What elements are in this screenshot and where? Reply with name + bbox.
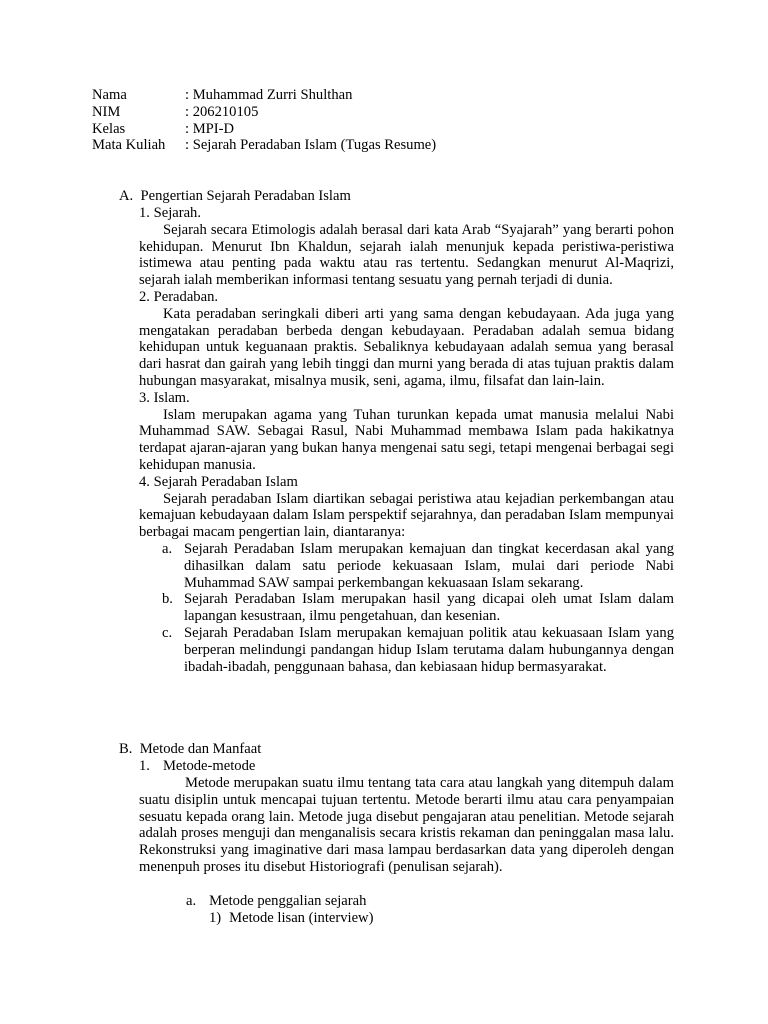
list-item [162, 591, 674, 625]
section-b-marker: B. [119, 741, 133, 757]
list-item-text: Sejarah Peradaban Islam merupakan kemajuan politik atau kekuasaan Islam yang berperan melindungi pandangan hidup Islam terutama dalam hubungannya dengan ibadah-ibadah, penggunaan bahasa, dan kebiasaan hidup bermasyarakat. [184, 624, 674, 675]
subsection-sejarah-text: Sejarah secara Etimologis adalah berasal dari kata Arab “Syajarah” yang berarti pohon kehidupan. Menurut Ibn Khaldun, sejarah ialah menunjuk kepada peristiwa-peristiwa istimewa atau penting pada waktu atau ras tertentu. Sedangkan menurut Al-Maqrizi, sejarah ialah memberikan informasi tentang sesuatu yang pernah terjadi di dunia. [139, 221, 674, 289]
list-item [162, 624, 674, 675]
subsection-islam-heading: 3. Islam. [139, 389, 190, 406]
nim-label: NIM [92, 103, 121, 120]
list-item-label: c. [162, 624, 173, 641]
mata-kuliah-row [92, 137, 436, 154]
list-item-label: a. [162, 540, 173, 557]
spi-definition-list [139, 541, 674, 675]
list-item-text: Sejarah Peradaban Islam merupakan hasil yang dicapai oleh umat Islam dalam lapangan kesustraan, ilmu pengetahuan, dan kesenian. [184, 591, 674, 625]
subsection-metode-heading [139, 758, 255, 775]
mata-kuliah-value: : Sejarah Peradaban Islam (Tugas Resume) [185, 137, 437, 154]
mata-kuliah-label: Mata Kuliah [92, 137, 166, 154]
metode-lisan-label: 1) [209, 910, 222, 926]
section-a-marker: A. [119, 188, 134, 204]
subsection-metode-text: Metode merupakan suatu ilmu tentang tata cara atau langkah yang ditempuh dalam suatu disiplin untuk mencapai tujuan tertentu. Metode berarti ilmu atau cara penyampaian sesuatu kepada orang lain. Metode juga disebut pengajaran atau penelitian. Metode sejarah adalah proses menguji dan menganalisis secara kristis rekaman dan peninggalan masa lalu. Rekonstruksi yang imaginative dari masa lampau berdasarkan data yang diperoleh dengan menenpuh proses itu disebut Historiografi (penulisan sejarah). [139, 775, 674, 875]
section-a-heading [119, 188, 351, 205]
nim-value: : 206210105 [185, 103, 259, 120]
subsection-metode-title: Metode-metode [162, 758, 256, 774]
section-b-body [139, 775, 674, 876]
section-b-heading [119, 741, 261, 758]
metode-lisan-text: Metode lisan (interview) [229, 910, 374, 926]
kelas-label: Kelas [92, 120, 126, 137]
subsection-spi-text: Sejarah peradaban Islam diartikan sebagai peristiwa atau kejadian perkembangan atau kemajuan kebudayaan dalam Islam perspektif sejarahnya, dan peradaban Islam mempunyai berbagai macam pengertian lain, diantaranya: [139, 490, 674, 541]
subsection-peradaban-text: Kata peradaban seringkali diberi arti yang sama dengan kebudayaan. Ada juga yang mengatakan peradaban berbeda dengan kebudayaan. Peradaban adalah semua bidang kehidupan untuk keguanaan praktis. Sebaliknya kebudayaan adalah semua yang berasal dari hasrat dan gairah yang lebih tinggi dan murni yang berada di atas tujuan praktis dalam hubungan masyarakat, misalnya musik, seni, agama, ilmu, filsafat dan lain-lain. [139, 305, 674, 389]
kelas-value: : MPI-D [185, 120, 235, 137]
nama-value: : Muhammad Zurri Shulthan [185, 87, 353, 103]
list-item-label: b. [162, 591, 173, 608]
metode-penggalian-label: a. [186, 893, 197, 909]
section-b-title: Metode dan Manfaat [139, 741, 262, 757]
student-info [92, 87, 436, 154]
subsection-metode-label: 1. [139, 758, 150, 774]
subsection-sejarah-heading: 1. Sejarah. [139, 205, 202, 221]
nama-label: Nama [92, 87, 127, 103]
metode-penggalian-item [186, 893, 366, 910]
list-item-text: Sejarah Peradaban Islam merupakan kemajuan dan tingkat kecerdasan akal yang dihasilkan dalam satu periode kekuasaan Islam, mulai dari periode Nabi Muhammad SAW sampai perkembangan kekuasaan Islam sekarang. [184, 540, 674, 591]
nama-row [92, 87, 436, 104]
list-item [162, 540, 674, 591]
section-a-title: Pengertian Sejarah Peradaban Islam [140, 188, 351, 204]
metode-lisan-item [209, 910, 373, 927]
subsection-peradaban-heading: 2. Peradaban. [139, 288, 219, 305]
kelas-row [92, 121, 436, 138]
section-a-body [139, 205, 674, 675]
subsection-islam-text: Islam merupakan agama yang Tuhan turunkan kepada umat manusia melalui Nabi Muhammad SAW. Sebagai Rasul, Nabi Muhammad membawa Islam pada hakikatnya terdapat ajaran-ajaran yang bukan hanya mengenai satu segi, tetapi mengenai berbagai segi kehidupan manusia. [139, 406, 674, 473]
nim-row [92, 104, 436, 121]
metode-penggalian-text: Metode penggalian sejarah [209, 893, 367, 909]
subsection-spi-heading: 4. Sejarah Peradaban Islam [139, 473, 298, 490]
